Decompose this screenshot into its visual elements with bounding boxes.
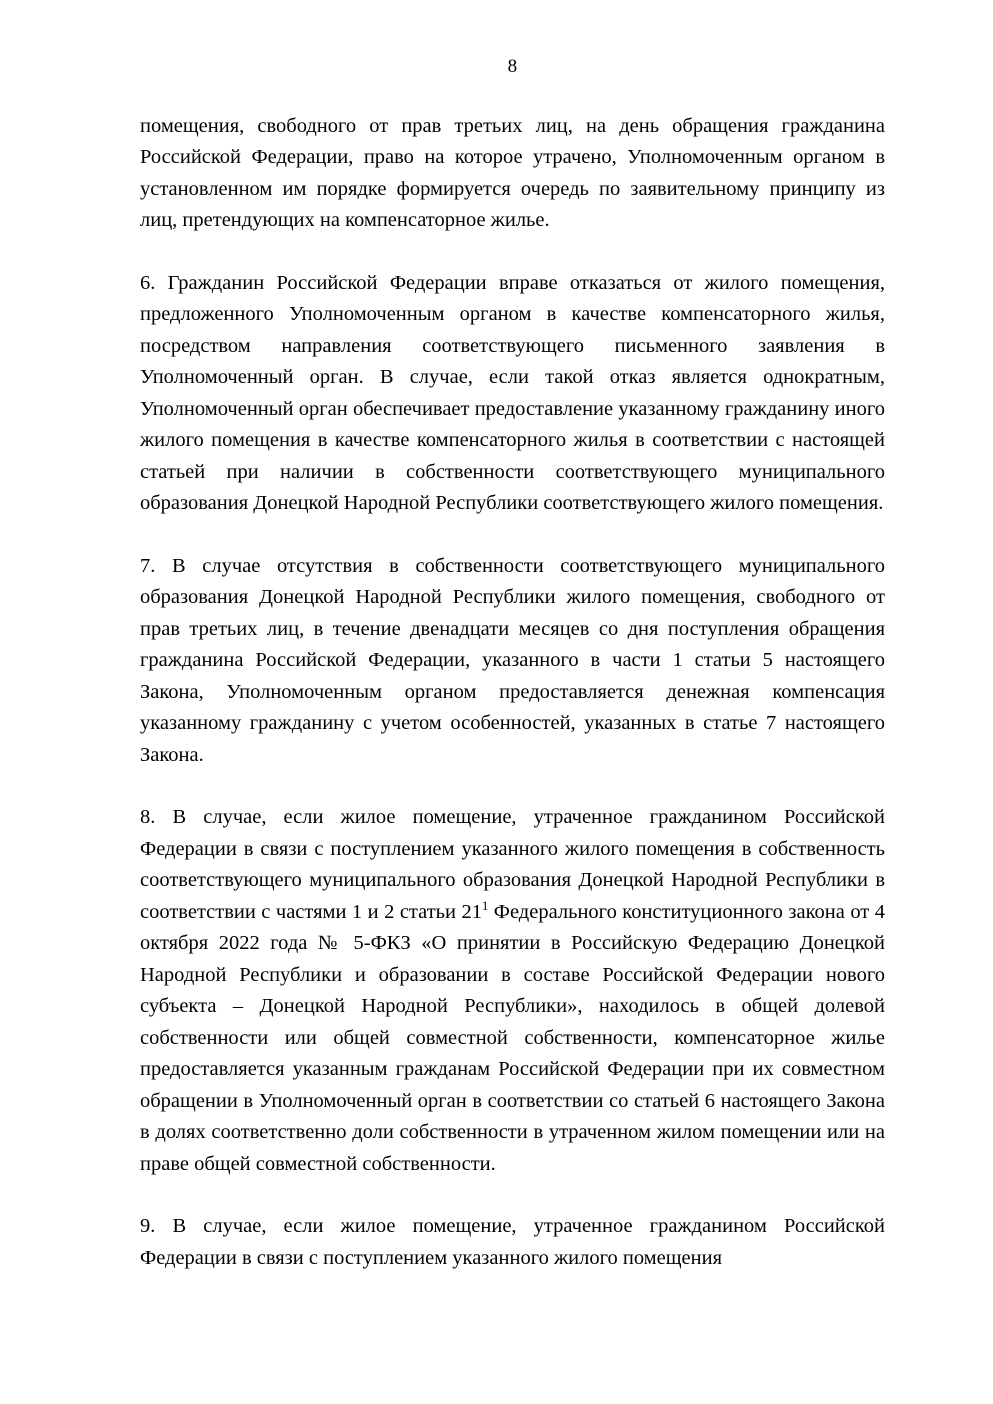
paragraph-item-8-text-before-footnote: 8. В случае, если жилое помещение, утраченное гражданином Российской Федерации в связи с поступлением указанного жилого помещения в собственность соответствующего муниципального образования Донецкой Народной Республики в соответствии с частями 1 и 2 статьи 21 [140,806,885,923]
paragraph-spacer [140,1180,885,1211]
paragraph-item-7: 7. В случае отсутствия в собственности соответствующего муниципального образования Донецкой Народной Республики жилого помещения, свободного от прав третьих лиц, в течение двенадцати месяцев со дня поступления обращения гражданина Российской Федерации, указанного в части 1 статьи 5 настоящего Закона, Уполномоченным органом предоставляется денежная компенсация указанному гражданину с учетом особенностей, указанных в статье 7 настоящего Закона. [140,554,885,766]
paragraph-spacer [140,520,885,551]
paragraph-item-8 [140,802,885,1180]
paragraph-spacer [140,237,885,268]
page-number: 8 [507,56,518,77]
paragraph-item-8-text-after-footnote: Федерального конституционного закона от 4 октября 2022 года № 5-ФКЗ «О принятии в Российскую Федерацию Донецкой Народной Республики и образовании в составе Российской Федерации нового субъекта – Донецкой Народной Республики», находилось в общей долевой собственности или общей совместной собственности, компенсаторное жилье предоставляется указанным гражданам Российской Федерации при их совместном обращении в Уполномоченный орган в соответствии со статьей 6 настоящего Закона в долях соответственно доли собственности в утраченном жилом помещении или на праве общей совместной собственности. [140,900,885,1175]
paragraph-continuation: помещения, свободного от прав третьих лиц, на день обращения гражданина Российской Федерации, право на которое утрачено, Уполномоченным органом в установленном им порядке формируется очередь по заявительному принципу из лиц, претендующих на компенсаторное жилье. [140,114,885,232]
paragraph-item-9: 9. В случае, если жилое помещение, утраченное гражданином Российской Федерации в связи с поступлением указанного жилого помещения [140,1215,885,1269]
paragraph-item-6: 6. Гражданин Российской Федерации вправе отказаться от жилого помещения, предложенного Уполномоченным органом в качестве компенсаторного жилья, посредством направления соответствующего письменного заявления в Уполномоченный орган. В случае, если такой отказ является однократным, Уполномоченный орган обеспечивает предоставление указанному гражданину иного жилого помещения в качестве компенсаторного жилья в соответствии с настоящей статьей при наличии в собственности соответствующего муниципального образования Донецкой Народной Республики соответствующего жилого помещения. [140,271,885,515]
document-body [140,111,885,1275]
paragraph-spacer [140,771,885,802]
footnote-marker: 1 [481,898,489,913]
